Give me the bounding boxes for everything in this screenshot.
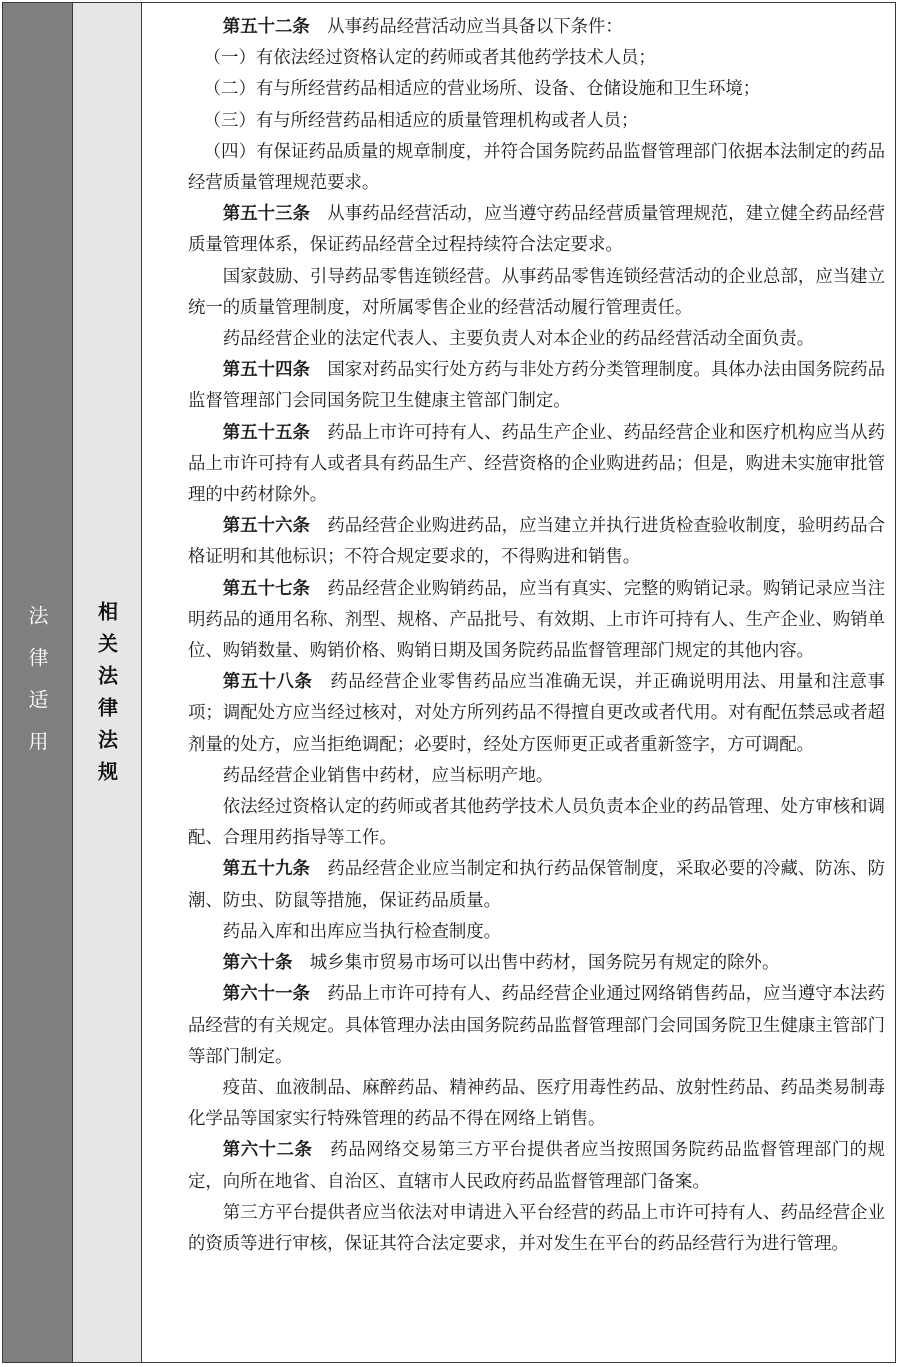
article-number: 第六十条 — [222, 953, 293, 974]
law-paragraph — [188, 667, 885, 761]
paragraph-text: 第三方平台提供者应当依法对申请进入平台经营的药品上市许可持有人、药品经营企业的资质等进行审核，保证其符合法定要求，并对发生在平台的药品经营行为进行管理。 — [188, 1202, 885, 1254]
law-paragraph — [188, 511, 885, 573]
paragraph-text: （三）有与所经营药品相适应的质量管理机构或者人员； — [203, 110, 639, 131]
law-paragraph — [188, 948, 885, 979]
paragraph-text: 从事药品经营活动，应当遵守药品经营质量管理规范，建立健全药品经营质量管理体系，保证药品经营全过程持续符合法定要求。 — [188, 204, 885, 256]
law-text-body — [142, 3, 895, 1362]
law-paragraph — [188, 761, 885, 792]
law-paragraph — [188, 199, 885, 261]
paragraph-text: （一）有依法经过资格认定的药师或者其他药学技术人员； — [203, 48, 656, 69]
law-paragraph — [188, 979, 885, 1073]
law-paragraph — [188, 12, 885, 43]
paragraph-text: 药品经营企业应当制定和执行药品保管制度，采取必要的冷藏、防冻、防潮、防虫、防鼠等措施，保证药品质量。 — [188, 859, 885, 911]
category-label: 法律适用 — [25, 604, 49, 773]
law-paragraph — [188, 574, 885, 668]
article-number: 第五十八条 — [222, 672, 313, 693]
law-paragraph — [188, 43, 885, 74]
law-paragraph — [188, 262, 885, 324]
law-paragraph — [188, 324, 885, 355]
article-number: 第六十二条 — [222, 1140, 313, 1161]
article-number: 第六十一条 — [222, 984, 310, 1005]
paragraph-text: 药品经营企业的法定代表人、主要负责人对本企业的药品经营活动全面负责。 — [222, 329, 815, 350]
paragraph-text: 药品网络交易第三方平台提供者应当按照国务院药品监督管理部门的规定，向所在地省、自治区、直辖市人民政府药品监督管理部门备案。 — [188, 1140, 885, 1192]
article-number: 第五十三条 — [222, 204, 310, 225]
paragraph-text: 疫苗、血液制品、麻醉药品、精神药品、医疗用毒性药品、放射性药品、药品类易制毒化学品等国家实行特殊管理的药品不得在网络上销售。 — [188, 1077, 885, 1130]
article-number: 第五十九条 — [222, 859, 310, 880]
law-paragraph — [188, 1135, 885, 1197]
law-paragraph — [188, 137, 885, 199]
article-number: 第五十七条 — [222, 578, 310, 599]
article-number: 第五十六条 — [222, 516, 310, 537]
paragraph-text: 从事药品经营活动应当具备以下条件： — [327, 17, 623, 37]
law-paragraph — [188, 1073, 885, 1135]
law-table — [2, 2, 896, 1363]
paragraph-text: 药品上市许可持有人、药品生产企业、药品经营企业和医疗机构应当从药品上市许可持有人或者具有药品生产、经营资格的企业购进药品；但是，购进未实施审批管理的中药材除外。 — [188, 422, 885, 506]
subcategory-label: 相关法律法规 — [94, 600, 119, 793]
article-number: 第五十五条 — [222, 422, 310, 443]
law-paragraph — [188, 106, 885, 137]
law-paragraph — [188, 418, 885, 512]
paragraph-text: 药品入库和出库应当执行检查制度。 — [222, 921, 502, 942]
paragraph-text: 城乡集市贸易市场可以出售中药材，国务院另有规定的除外。 — [309, 953, 780, 974]
paragraph-text: （四）有保证药品质量的规章制度，并符合国务院药品监督管理部门依据本法制定的药品经营质量管理规范要求。 — [188, 141, 885, 194]
paragraph-text: 国家对药品实行处方药与非处方药分类管理制度。具体办法由国务院药品监督管理部门会同国务院卫生健康主管部门制定。 — [188, 360, 885, 412]
paragraph-text: 药品经营企业零售药品应当准确无误，并正确说明用法、用量和注意事项；调配处方应当经过核对，对处方所列药品不得擅自更改或者代用。对有配伍禁忌或者超剂量的处方，应当拒绝调配；必要时，经处方医师更正或者重新签字，方可调配。 — [188, 672, 885, 755]
law-paragraph — [188, 1198, 885, 1260]
paragraph-text: 药品经营企业购销药品，应当有真实、完整的购销记录。购销记录应当注明药品的通用名称、剂型、规格、产品批号、有效期、上市许可持有人、生产企业、购销单位、购销数量、购销价格、购销日期及国务院药品监督管理部门规定的其他内容。 — [188, 578, 885, 662]
law-paragraph — [188, 917, 885, 948]
law-paragraph — [188, 355, 885, 417]
subcategory-column — [73, 3, 142, 1362]
article-number: 第五十四条 — [222, 360, 310, 381]
law-paragraph — [188, 792, 885, 854]
article-number: 第五十二条 — [222, 17, 310, 37]
paragraph-text: 依法经过资格认定的药师或者其他药学技术人员负责本企业的药品管理、处方审核和调配、合理用药指导等工作。 — [188, 797, 885, 849]
law-paragraph — [188, 74, 885, 105]
paragraph-text: 药品经营企业销售中药材，应当标明产地。 — [222, 765, 554, 786]
law-paragraph — [188, 854, 885, 916]
paragraph-text: 国家鼓励、引导药品零售连锁经营。从事药品零售连锁经营活动的企业总部，应当建立统一的质量管理制度，对所属零售企业的经营活动履行管理责任。 — [188, 266, 885, 318]
category-column — [3, 3, 73, 1362]
paragraph-text: 药品上市许可持有人、药品经营企业通过网络销售药品，应当遵守本法药品经营的有关规定。具体管理办法由国务院药品监督管理部门会同国务院卫生健康主管部门等部门制定。 — [188, 984, 885, 1067]
paragraph-text: （二）有与所经营药品相适应的营业场所、设备、仓储设施和卫生环境； — [203, 79, 761, 100]
paragraph-text: 药品经营企业购进药品，应当建立并执行进货检查验收制度，验明药品合格证明和其他标识；不符合规定要求的，不得购进和销售。 — [188, 516, 885, 568]
